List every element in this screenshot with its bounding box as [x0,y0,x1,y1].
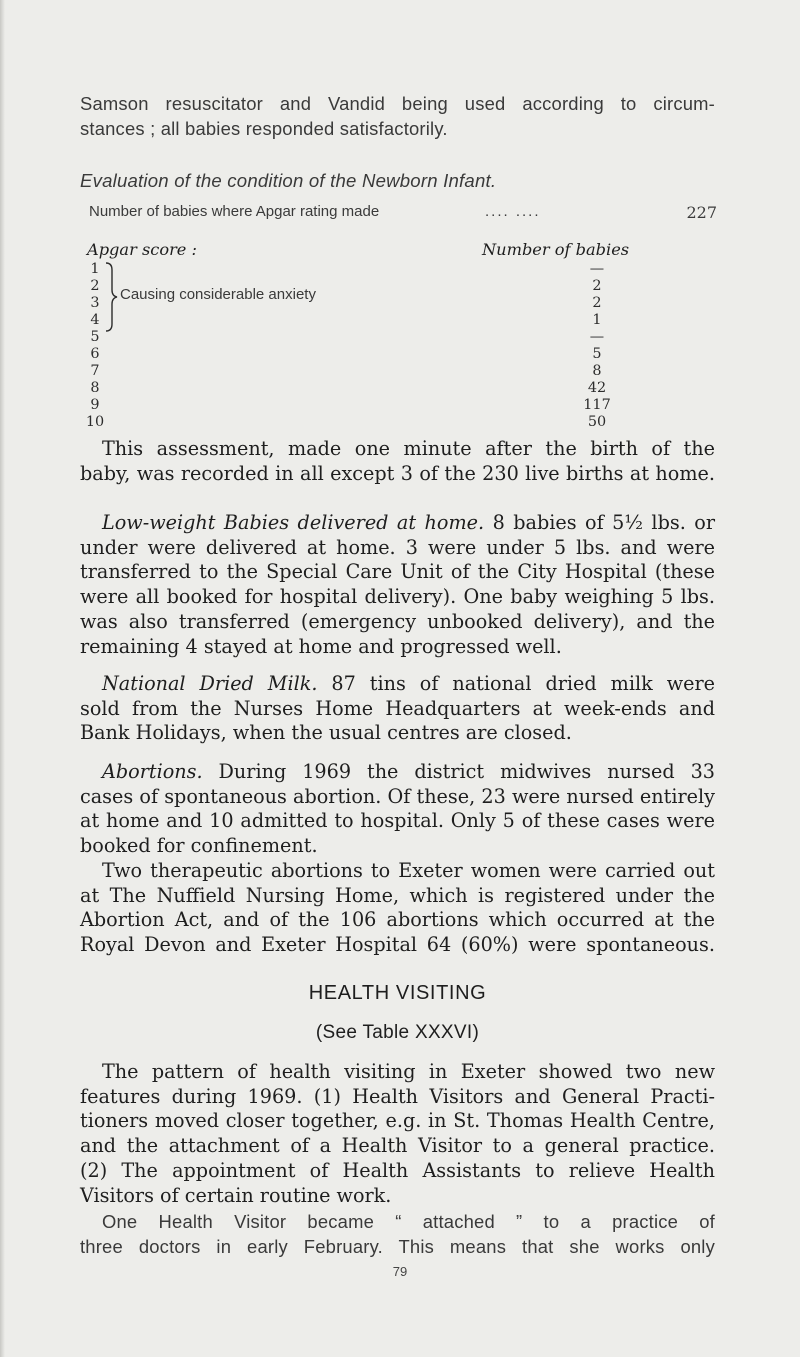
intro-line: stances ; all babies responded satisfactorily. [80,117,448,139]
health-visiting-subheading: (See Table XXXVI) [315,1022,480,1043]
apgar-score: 2 [90,278,100,294]
page-number: 79 [392,1264,408,1279]
low-weight-paragraph [80,511,715,659]
milk-first-line [80,672,715,697]
health-visiting-line: The pattern of health visiting in Exeter showed two new [102,1060,715,1083]
apgar-total-value: 227 [686,203,717,222]
babies-count: 2 [592,278,602,294]
intro-paragraph [80,92,715,141]
low-weight-line: under were delivered at home. 3 were under 5 lbs. and were [80,535,715,559]
health-visiting-paragraph [80,1060,715,1208]
abortions-first-text: During 1969 the district midwives nursed 33 [202,760,715,783]
milk-line: Bank Holidays, when the usual centres are closed. [80,721,572,745]
abortions-line: at home and 10 admitted to hospital. Only 5 of these cases were [80,809,715,833]
assessment-line: baby, was recorded in all except 3 of the 230 live births at home. [80,461,715,485]
babies-count: 117 [583,397,611,413]
assessment-paragraph [80,437,715,486]
page-edge-shadow [0,0,5,1357]
low-weight-line: was also transferred (emergency unbooked delivery), and the [80,609,715,633]
abortions-paragraph-2 [80,859,715,958]
brace-icon [104,262,120,332]
apgar-score: 8 [90,380,100,396]
apgar-score: 6 [90,346,100,362]
brace-label: Causing considerable anxiety [120,286,316,303]
health-visiting-line: and the attachment of a Health Visitor to a general practice. [80,1134,715,1158]
apgar-score: 3 [90,295,100,311]
assessment-line: This assessment, made one minute after the birth of the [102,437,715,460]
milk-title: National Dried Milk. [102,672,318,695]
low-weight-line: remaining 4 stayed at home and progressed well. [80,634,562,658]
milk-paragraph [80,672,715,746]
apgar-total-label: Number of babies where Apgar rating made [89,203,380,220]
babies-count: 2 [592,295,602,311]
abortions-title: Abortions. [102,760,203,783]
health-visiting-heading: HEALTH VISITING [308,982,487,1004]
low-weight-first-line [80,511,715,536]
abortions-paragraph [80,760,715,859]
apgar-score: 4 [90,312,100,328]
apgar-score: 7 [90,363,100,379]
health-visiting-line: (2) The appointment of Health Assistants to relieve Health [80,1158,715,1182]
abortions-line: at The Nuffield Nursing Home, which is registered under the [80,883,715,907]
health-visiting-line: tioners moved closer together, e.g. in St. Thomas Health Centre, [80,1109,715,1133]
milk-first-text: 87 tins of national dried milk were [317,672,715,695]
abortions-line: booked for confinement. [80,834,318,858]
health-visiting-line: features during 1969. (1) Health Visitors and General Practi- [80,1084,715,1108]
apgar-score: 5 [90,329,100,345]
abortions-first-line [80,760,715,785]
apgar-score: 1 [90,261,100,277]
apgar-total-leader: .... .... [485,203,541,220]
abortions-line: Abortion Act, and of the 106 abortions which occurred at the [80,908,715,932]
babies-count: 42 [587,380,607,396]
evaluation-heading: Evaluation of the condition of the Newborn Infant. [80,170,497,191]
health-visiting-paragraph-2 [80,1210,715,1259]
number-of-babies-header: Number of babies [482,240,630,259]
babies-count: 50 [587,414,607,430]
apgar-score-header: Apgar score : [87,240,197,259]
abortions-line: Two therapeutic abortions to Exeter women were carried out [102,859,715,882]
health-visiting-line: three doctors in early February. This means that she works only [80,1235,715,1257]
babies-count: 1 [592,312,602,328]
apgar-score: 10 [85,414,105,430]
apgar-score: 9 [90,397,100,413]
babies-count: 8 [592,363,602,379]
low-weight-line: were all booked for hospital delivery). One baby weighing 5 lbs. [80,585,715,609]
babies-count: — [589,261,605,277]
babies-count: 5 [592,346,602,362]
health-visiting-line: Visitors of certain routine work. [80,1183,392,1207]
low-weight-first-text: 8 babies of 5½ lbs. or [484,511,715,534]
apgar-total-row [89,203,717,220]
abortions-line: cases of spontaneous abortion. Of these, 23 were nursed entirely [80,784,715,808]
milk-line: sold from the Nurses Home Headquarters at week-ends and [80,696,715,720]
low-weight-title: Low-weight Babies delivered at home. [102,511,485,534]
low-weight-line: transferred to the Special Care Unit of the City Hospital (these [80,560,715,584]
babies-count: — [589,329,605,345]
intro-line: Samson resuscitator and Vandid being used according to circum- [80,93,715,114]
abortions-line: Royal Devon and Exeter Hospital 64 (60%) were spontaneous. [80,933,715,957]
health-visiting-line: One Health Visitor became “ attached ” to a practice of [102,1211,715,1232]
